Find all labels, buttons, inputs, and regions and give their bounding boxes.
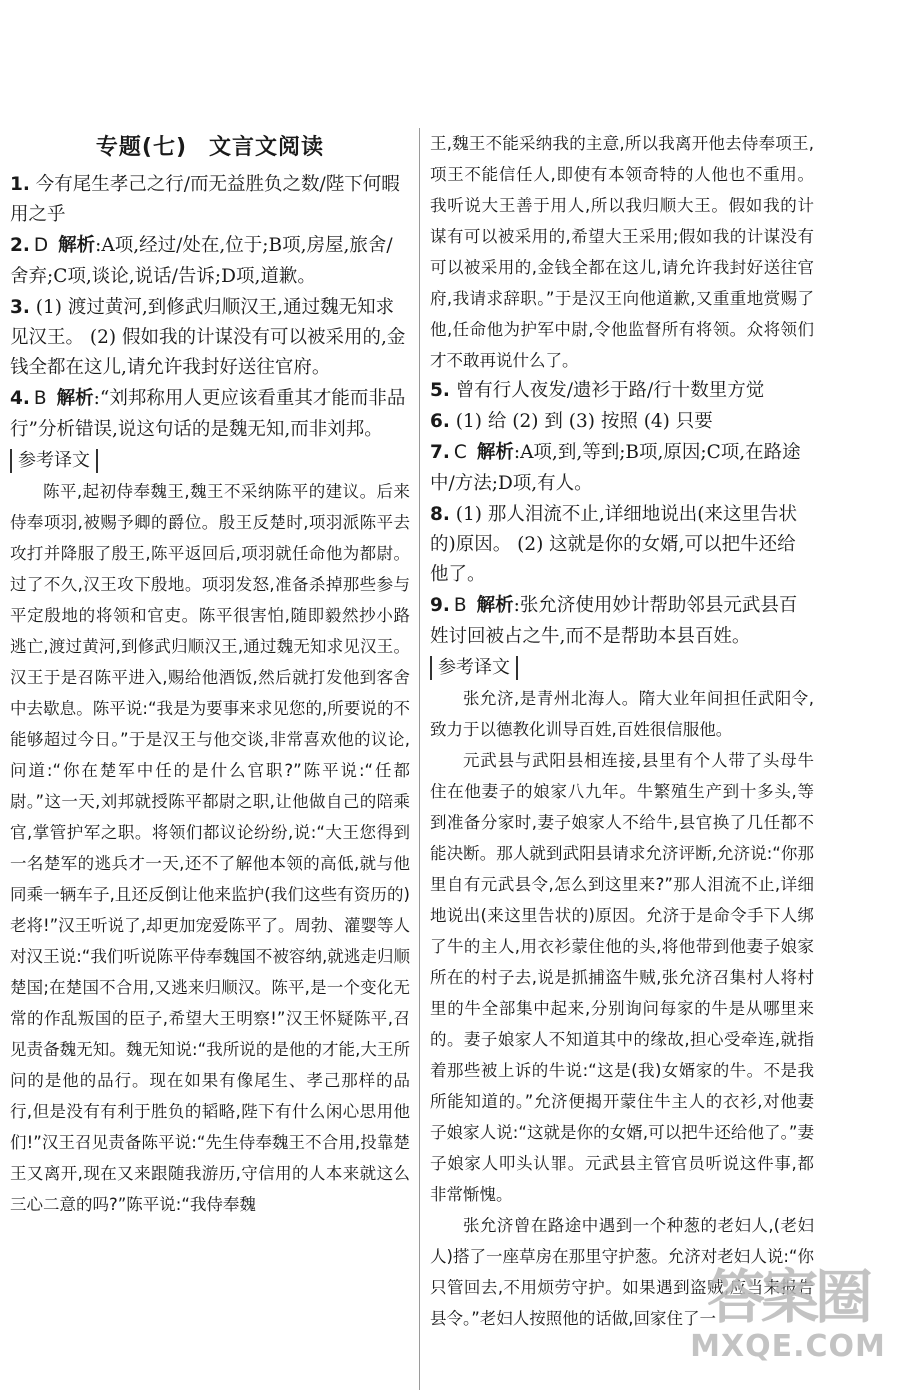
translation-paragraph: 陈平,起初侍奉魏王,魏王不采纳陈平的建议。后来侍奉项羽,被赐予卿的爵位。殷王反楚时,项羽派陈平去攻打并降服了殷王,陈平返回后,项羽就任命他为都尉。过了不久,汉王攻下殷地。项羽发怒,准备杀掉那些参与平定殷地的将领和官吏。陈平很害怕,随即毅然抄小路逃亡,渡过黄河,到修武归顺汉王,通过魏无知求见汉王。汉王于是召陈平进入,赐给他酒饭,然后就打发他到客舍中去歇息。陈平说:“我是为要事来求见您的,所要说的不能够超过今日。”于是汉王与他交谈,非常喜欢他的议论,问道:“你在楚军中任的是什么官职?”陈平说:“任都尉。”这一天,刘邦就授陈平都尉之职,让他做自己的陪乘官,掌管护军之职。将领们都议论纷纷,说:“大王您得到一名楚军的逃兵才一天,还不了解他本领的高低,就与他同乘一辆车子,且还反倒让他来监护(我们这些有资历的)老将!”汉王听说了,却更加宠爱陈平了。周勃、灌婴等人对汉王说:“我们听说陈平侍奉魏国不被容纳,就逃走归顺楚国;在楚国不合用,又逃来归顺汉。陈平,是一个变化无常的作乱叛国的臣子,希望大王明察!”汉王怀疑陈平,召见责备魏无知。魏无知说:“我所说的是他的才能,大王所问的是他的品行。现在如果有像尾生、孝己那样的品行,但是没有有利于胜负的韬略,陛下有什么闲心思用他们!”汉王召见责备陈平说:“先生侍奉魏王不合用,投靠楚王又离开,现在又来跟随我游历,守信用的人本来就这么三心二意的吗?”陈平说:“我侍奉魏 [10,482,410,1215]
title-main: 专题(七) [95,135,188,160]
item-text: :A项,经过/处在,位于;B项,房屋,旅舍/舍弃;C项,谈论,说话/告诉;D项,道歉。 [10,235,393,287]
translation-paragraph: 张允济曾在路途中遇到一个种葱的老妇人,(老妇人)搭了一座草房在那里守护葱。允济对老妇人说:“你只管回去,不用烦劳守护。如果遇到盗贼,应当来报告县令。”老妇人按照他的话做,回家住了一 [430,1216,814,1329]
item-number: 8. [430,503,450,525]
item-number: 9. [430,595,450,617]
answer-item-8 [430,500,814,591]
item-text: (1) 给 (2) 到 (3) 按照 (4) 只要 [455,411,713,433]
watermark-url: MXQE.COM [690,1329,886,1364]
answer-item-6 [430,407,814,437]
item-answer: B [453,595,467,617]
item-text: :A项,到,等到;B项,原因;C项,在路途中/方法;D项,有人。 [430,442,801,494]
answer-item-9 [430,591,814,651]
translation-continued: 王,魏王不能采纳我的主意,所以我离开他去侍奉项王,项王不能信任人,即使有本领奇特的人他也不重用。我听说大王善于用人,所以我归顺大王。假如我的计谋有可以被采用的,希望大王采用;假如我的计谋没有可以被采用的,金钱全都在这儿,请允许我封好送往官府,我请求辞职。”于是汉王向他道歉,又重重地赏赐了他,任命他为护军中尉,令他监督所有将领。众将领们才不敢再说什么了。 [430,134,814,370]
watermark-logo [688,1264,888,1384]
item-number: 1. [10,174,30,195]
item-answer: B [33,388,47,410]
item-text: 曾有行人夜发/遗衫于路/行十数里方觉 [455,380,765,401]
item-answer: D [33,235,49,257]
item-label: 解析 [56,388,94,410]
item-text: :张允济使用妙计帮助邻县元武县百姓讨回被占之牛,而不是帮助本县百姓。 [430,595,798,647]
translation-paragraph: 张允济,是青州北海人。隋大业年间担任武阳令,致力于以德教化训导百姓,百姓很信服他。 [430,689,814,740]
left-column [10,128,410,1390]
right-column [430,128,814,1390]
item-label: 解析 [476,595,514,617]
item-label: 解析 [476,442,514,464]
watermark-text: 答案圈 [706,1263,869,1331]
item-text: 今有尾生孝己之行/而无益胜负之数/陛下何暇用之乎 [10,174,400,226]
item-label: 解析 [58,235,96,257]
answer-item-1 [10,170,410,230]
item-number: 4. [10,388,30,410]
item-text: :“刘邦称用人更应该看重其才能而非品行”分析错误,说这句话的是魏无知,而非刘邦。 [10,388,406,440]
answer-item-5 [430,376,814,406]
page-title [10,128,410,168]
title-sub: 文言文阅读 [209,135,325,160]
answer-item-2 [10,231,410,291]
item-number: 3. [10,296,30,318]
item-number: 7. [430,442,450,464]
item-text: (1) 那人泪流不止,详细地说出(来这里告状的)原因。 (2) 这就是你的女婿,可以把牛还给他了。 [430,503,797,586]
item-number: 5. [430,380,450,401]
item-text: (1) 渡过黄河,到修武归顺汉王,通过魏无知求见汉王。 (2) 假如我的计谋没有可以被采用的,金钱全都在这儿,请允许我封好送往官府。 [10,296,406,379]
reference-translation-label: 参考译文 [430,656,518,680]
item-number: 6. [430,411,450,433]
answer-item-7 [430,438,814,498]
item-number: 2. [10,235,30,257]
translation-paragraph: 元武县与武阳县相连接,县里有个人带了头母牛住在他妻子的娘家八九年。牛繁殖生产到十多头,等到准备分家时,妻子娘家人不给牛,县官换了几任都不能决断。那人就到武阳县请求允济评断,允济说:“你那里自有元武县令,怎么到这里来?”那人泪流不止,详细地说出(来这里告状的)原因。允济于是命令手下人绑了牛的主人,用衣衫蒙住他的头,将他带到他妻子娘家所在的村子去,说是抓捕盗牛贼,张允济召集村人将村里的牛全部集中起来,分别询问每家的牛是从哪里来的。妻子娘家人不知道其中的缘故,担心受牵连,就指着那些被上诉的牛说:“这是(我)女婿家的牛。不是我所能知道的。”允济便揭开蒙住牛主人的衣衫,对他妻子娘家人说:“这就是你的女婿,可以把牛还给他了。”妻子娘家人叩头认罪。元武县主管官员听说这件事,都非常惭愧。 [430,751,814,1205]
answer-item-4 [10,384,410,444]
item-answer: C [453,442,467,464]
answer-item-3 [10,293,410,384]
reference-translation-label: 参考译文 [10,449,98,473]
column-divider [419,128,420,1390]
